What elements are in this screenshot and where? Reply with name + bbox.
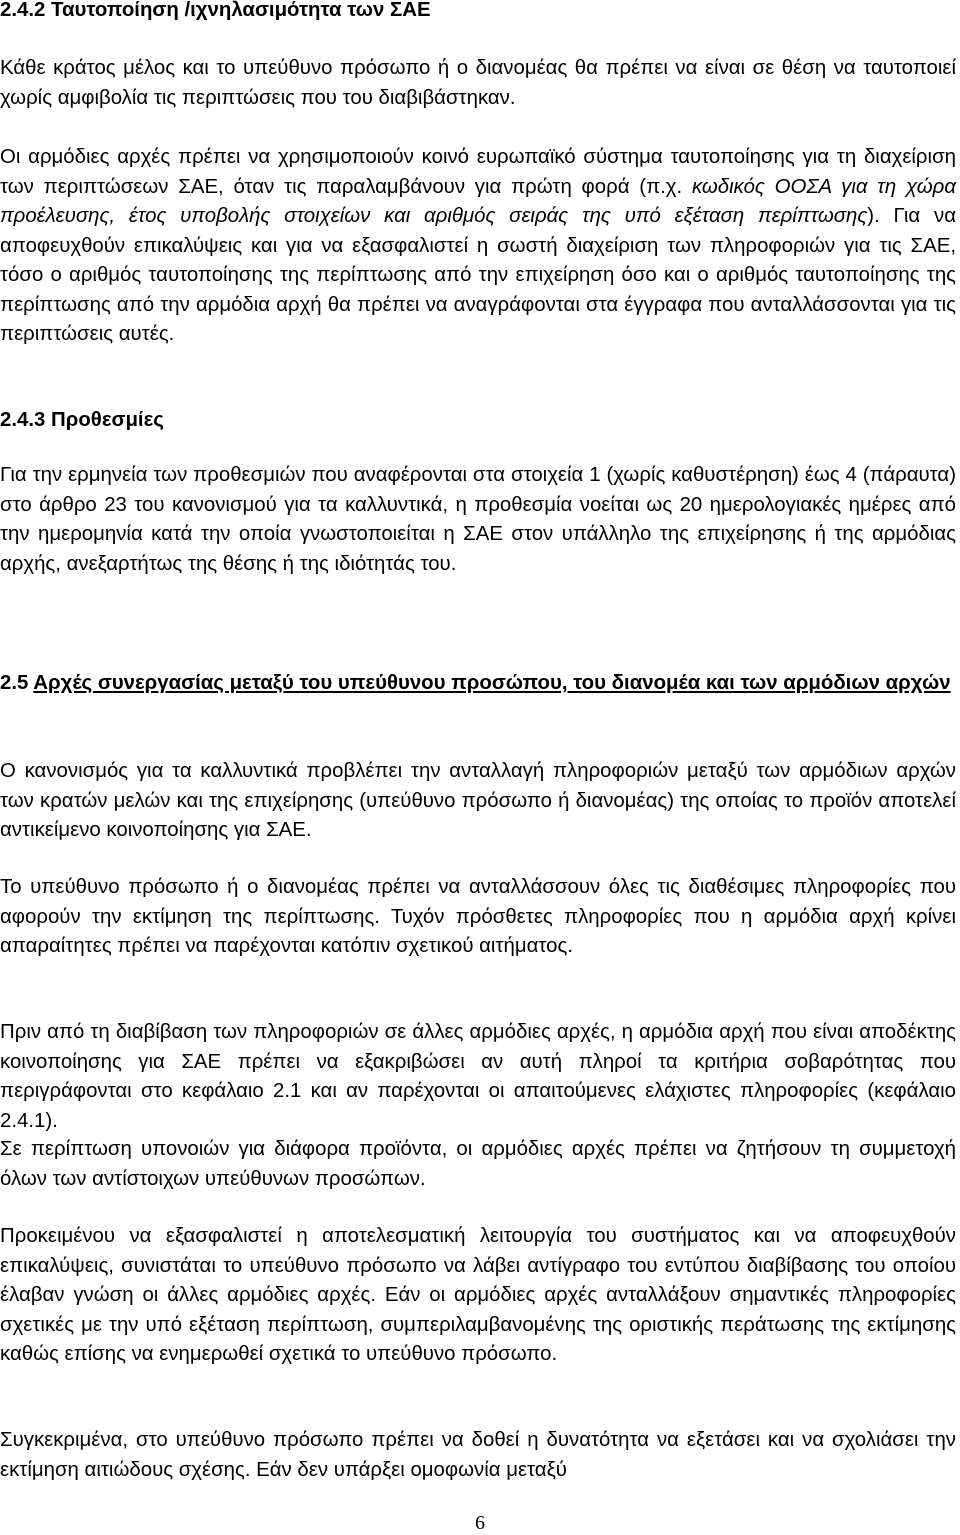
paragraph xyxy=(0,143,956,350)
section-heading-2-4-3: 2.4.3 Προθεσμίες xyxy=(0,409,164,431)
section-heading-2-5 xyxy=(0,669,956,699)
paragraph: Προκειμένου να εξασφαλιστεί η αποτελεσματική λειτουργία του συστήματος και να αποφευχθούν επικαλύψεις, συνιστάται το υπεύθυνο πρόσωπο να λάβει αντίγραφο του εντύπου διαβίβασης του οποίου έλαβαν γνώση οι άλλες αρμόδιες αρχές. Εάν οι αρμόδιες αρχές ανταλλάξουν σημαντικές πληροφορίες σχετικές με την υπό εξέταση περίπτωση, συμπεριλαμβανομένης της οριστικής περάτωσης της εκτίμησης καθώς επίσης να ενημερωθεί σχετικά το υπεύθυνο πρόσωπο. xyxy=(0,1225,956,1365)
paragraph: Πριν από τη διαβίβαση των πληροφοριών σε άλλες αρμόδιες αρχές, η αρμόδια αρχή που είναι αποδέκτης κοινοποίησης για ΣΑΕ πρέπει να εξακριβώσει αν αυτή πληροί τα κριτήρια σοβαρότητας που περιγράφονται στο κεφάλαιο 2.1 και αν παρέχονται οι απαιτούμενες ελάχιστες πληροφορίες (κεφάλαιο 2.4.1). xyxy=(0,1021,956,1132)
paragraph: Σε περίπτωση υπονοιών για διάφορα προϊόντα, οι αρμόδιες αρχές πρέπει να ζητήσουν τη συμμετοχή όλων των αντίστοιχων υπεύθυνων προσώπων. xyxy=(0,1138,956,1190)
paragraph: Συγκεκριμένα, στο υπεύθυνο πρόσωπο πρέπει να δοθεί η δυνατότητα να εξετάσει και να σχολιάσει την εκτίμηση αιτιώδους σχέσης. Εάν δεν υπάρξει ομοφωνία μεταξύ xyxy=(0,1429,956,1481)
paragraph: Ο κανονισμός για τα καλλυντικά προβλέπει την ανταλλαγή πληροφοριών μεταξύ των αρμόδιων αρχών των κρατών μελών και της επιχείρησης (υπεύθυνο πρόσωπο ή διανομέας) της οποίας το προϊόν αποτελεί αντικείμενο κοινοποίησης για ΣΑΕ. xyxy=(0,760,956,841)
page-number: 6 xyxy=(475,1512,485,1534)
italic-example-text: κωδικός ΟΟΣΑ για τη χώρα προέλευσης, έτος υποβολής στοιχείων και αριθμός σειράς της υπό εξέταση περίπτωσης xyxy=(0,175,956,227)
paragraph: Κάθε κράτος μέλος και το υπεύθυνο πρόσωπο ή ο διανομέας θα πρέπει να είναι σε θέση να ταυτοποιεί χωρίς αμφιβολία τις περιπτώσεις που του διαβιβάστηκαν. xyxy=(0,57,956,109)
paragraph: Το υπεύθυνο πρόσωπο ή ο διανομέας πρέπει να ανταλλάσσουν όλες τις διαθέσιμες πληροφορίες που αφορούν την εκτίμηση της περίπτωσης. Τυχόν πρόσθετες πληροφορίες που η αρμόδια αρχή κρίνει απαραίτητες πρέπει να παρέχονται κατόπιν σχετικού αιτήματος. xyxy=(0,876,956,957)
paragraph: Για την ερμηνεία των προθεσμιών που αναφέρονται στα στοιχεία 1 (χωρίς καθυστέρηση) έως 4 (πάραυτα) στο άρθρο 23 του κανονισμού για τα καλλυντικά, η προθεσμία νοείται ως 20 ημερολογιακές ημέρες από την ημερομηνία κατά την οποία γνωστοποιείται η ΣΑΕ στον υπάλληλο της επιχείρησης ή της αρμόδιας αρχής, ανεξαρτήτως της θέσης ή της ιδιότητάς του. xyxy=(0,464,956,575)
section-title: Αρχές συνεργασίας μεταξύ του υπεύθυνου προσώπου, του διανομέα και των αρμόδιων αρχών xyxy=(33,672,951,694)
section-number: 2.5 xyxy=(0,672,29,694)
paragraph-text: ). Για να αποφευχθούν επικαλύψεις και για να εξασφαλιστεί η σωστή διαχείριση των πληροφοριών για τις ΣΑΕ, τόσο ο αριθμός ταυτοποίησης της περίπτωσης από την επιχείρηση όσο και ο αριθμός ταυτοποίησης της περίπτωσης από την αρμόδια αρχή θα πρέπει να αναγράφονται στα έγγραφα που ανταλλάσσονται για τις περιπτώσεις αυτές. xyxy=(0,205,956,345)
paragraph-text: Οι αρμόδιες αρχές πρέπει να χρησιμοποιούν κοινό ευρωπαϊκό σύστημα ταυτοποίησης για τη διαχείριση των περιπτώσεων ΣΑΕ, όταν τις παραλαμβάνουν για πρώτη φορά (π.χ. xyxy=(0,146,956,198)
section-heading-2-4-2: 2.4.2 Ταυτοποίηση /ιχνηλασιμότητα των ΣΑΕ xyxy=(0,0,431,21)
